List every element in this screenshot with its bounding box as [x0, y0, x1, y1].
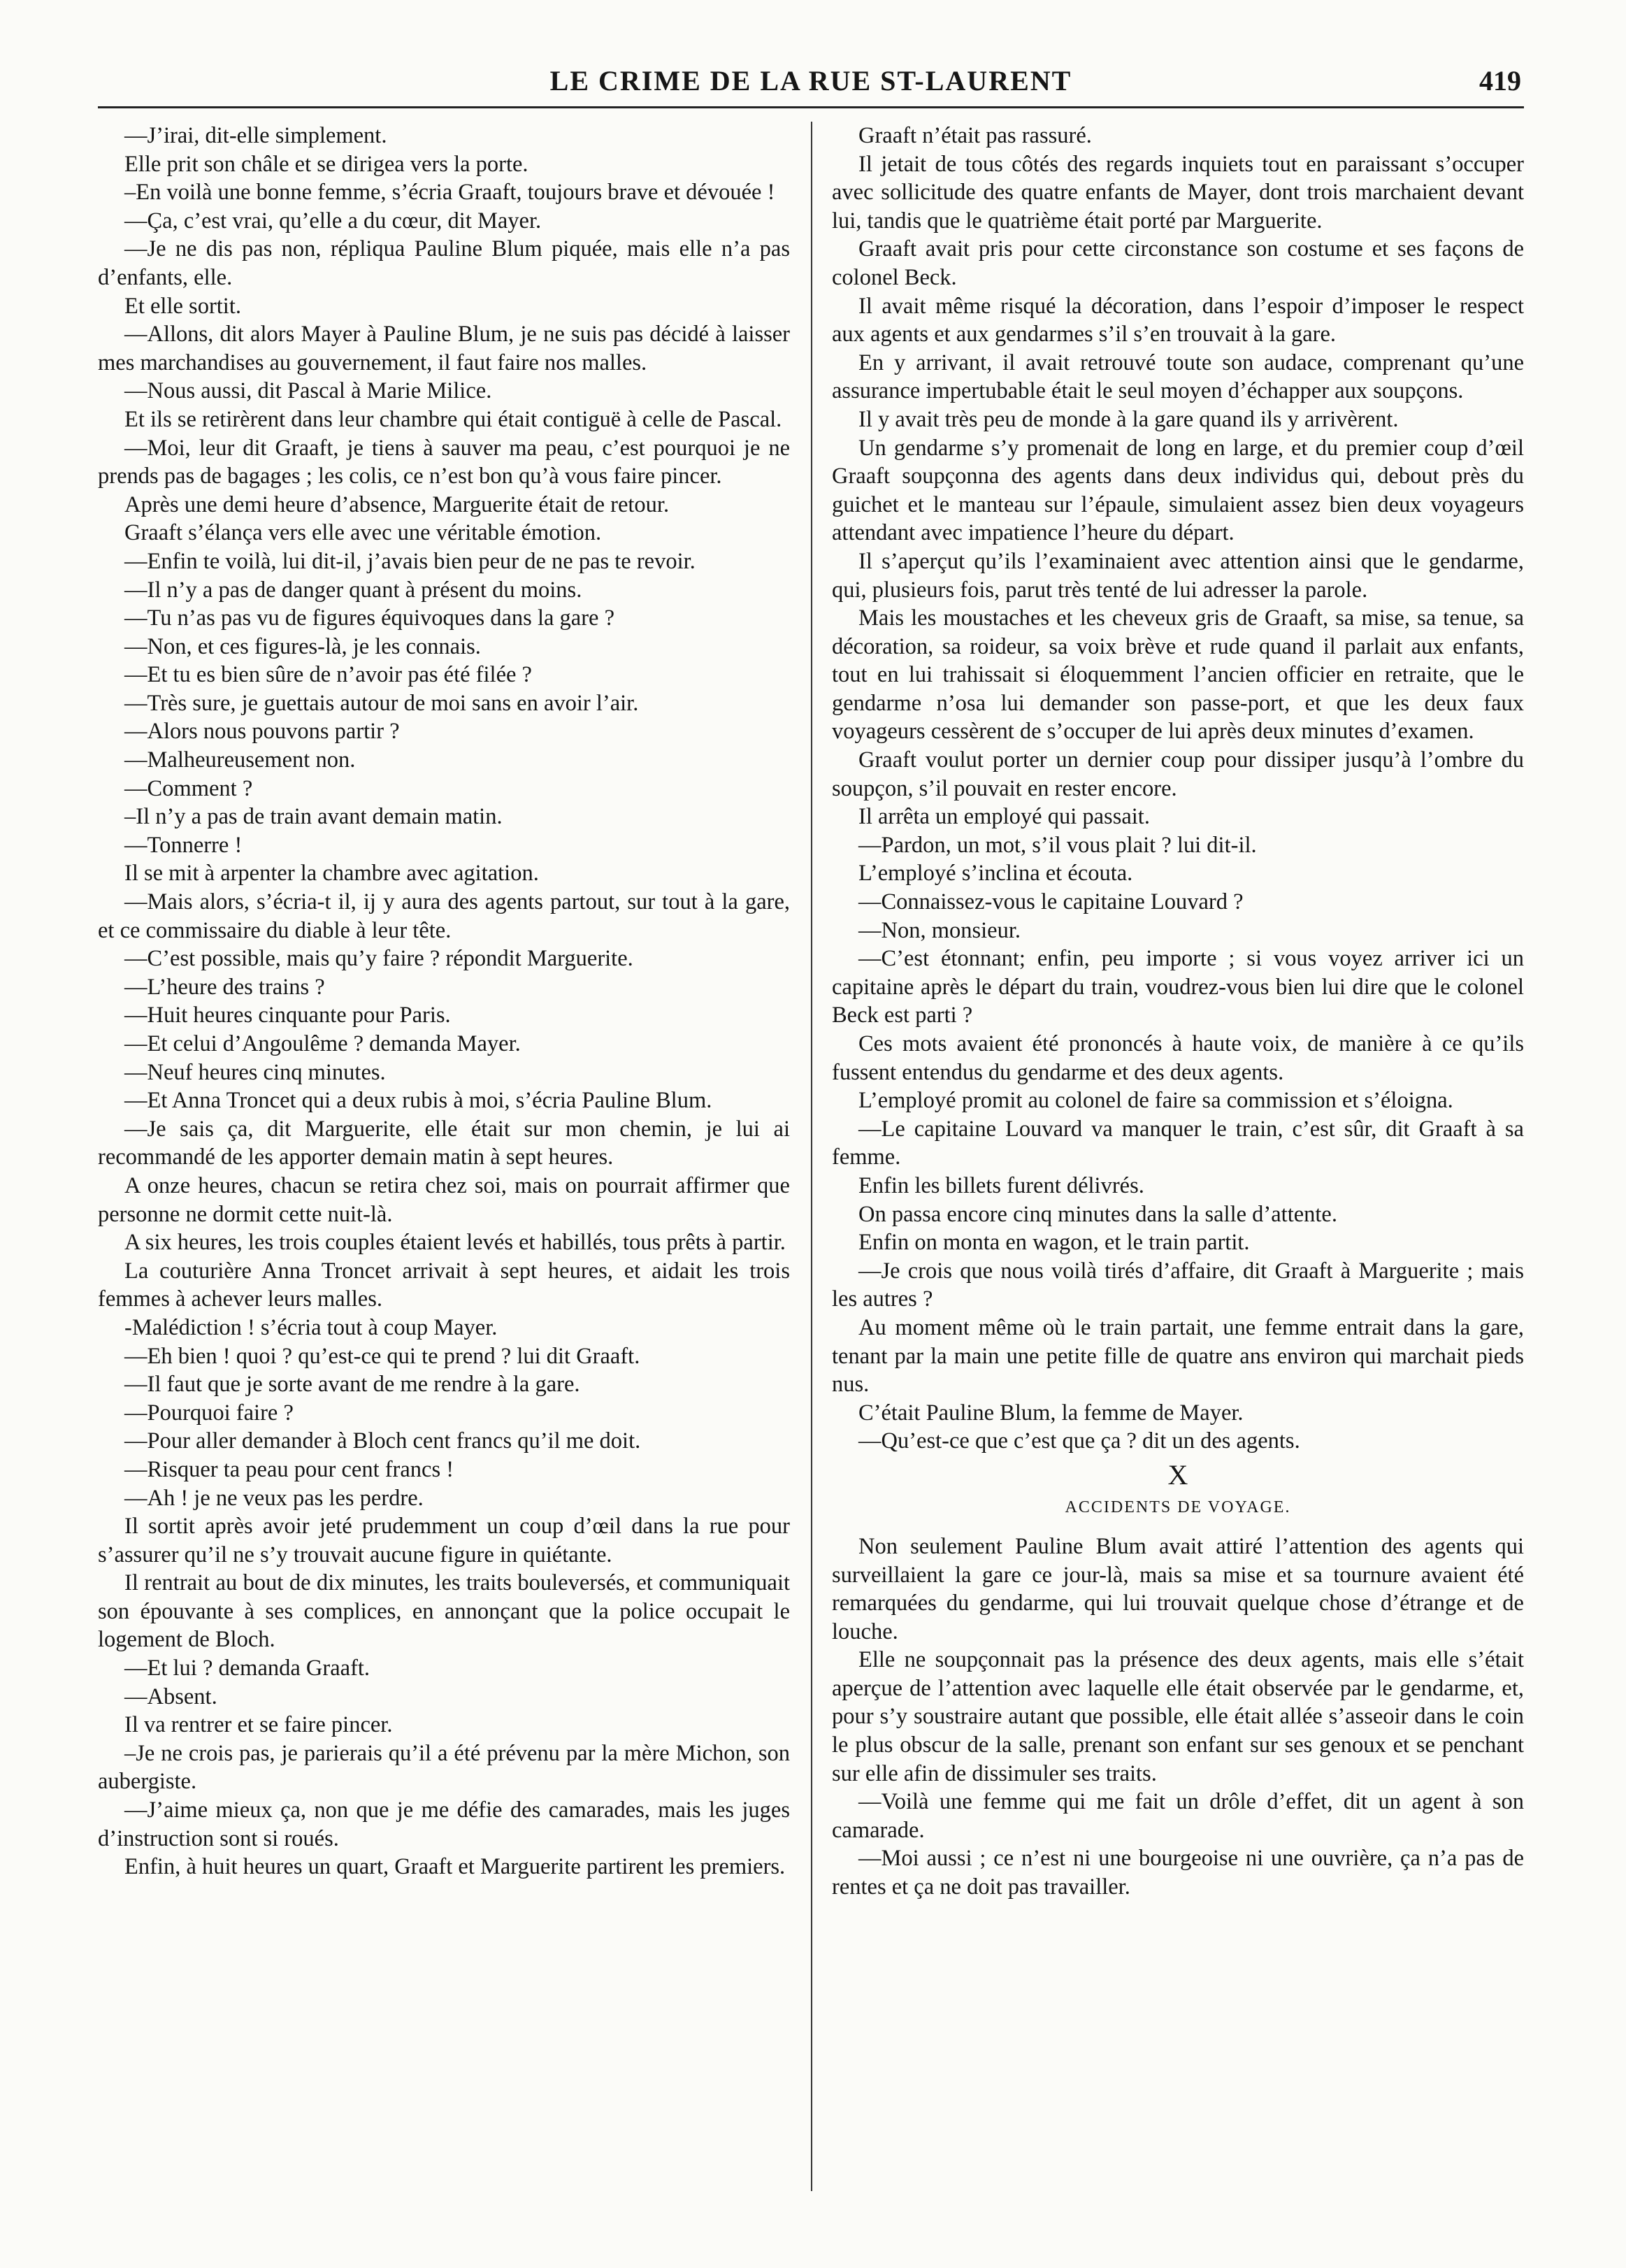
newspaper-page [98, 62, 1524, 2229]
chapter-number: X [1167, 1458, 1188, 1491]
paragraph: –En voilà une bonne femme, s’écria Graaft, toujours brave et dévouée ! [124, 180, 775, 206]
paragraph: L’employé s’inclina et écouta. [858, 861, 1133, 887]
paragraph: —Comment ? [124, 775, 253, 801]
paragraph: Après une demi heure d’absence, Marguerite était de retour. [124, 491, 670, 517]
paragraph: —Alors nous pouvons partir ? [124, 719, 400, 745]
paragraph: En y arrivant, il avait retrouvé toute son audace, comprenant qu’une assurance impertubable était le seul moyen d’échapper aux soupçons. [832, 350, 1524, 404]
paragraph: Il avait même risqué la décoration, dans l’espoir d’imposer le respect aux agents et aux gendarmes s’il s’en trouvait à la gare. [832, 293, 1524, 347]
paragraph: —Neuf heures cinq minutes. [124, 1059, 386, 1085]
paragraph: -Malédiction ! s’écria tout à coup Mayer. [124, 1314, 498, 1340]
paragraph: Et elle sortit. [124, 293, 241, 319]
paragraph: —Connaissez-vous le capitaine Louvard ? [858, 889, 1244, 915]
paragraph: C’était Pauline Blum, la femme de Mayer. [858, 1400, 1244, 1426]
running-title: LE CRIME DE LA RUE ST-LAURENT [549, 65, 1072, 96]
paragraph: —J’irai, dit-elle simplement. [124, 123, 387, 148]
paragraph: —Absent. [124, 1684, 217, 1709]
paragraph: Graaft s’élança vers elle avec une véritable émotion. [124, 520, 602, 546]
paragraph: —Huit heures cinquante pour Paris. [124, 1003, 451, 1028]
paragraph: —Il faut que je sorte avant de me rendre à la gare. [124, 1372, 580, 1398]
paragraph: Mais les moustaches et les cheveux gris de Graaft, sa mise, sa tenue, sa décoration, sa roideur, sa voix brève et rude quand il parlait aux enfants, tout en lui trahissait si éloquemment l’ancien officier en retraite, que le gendarme n’osa lui demander son passe-port, et que les deux faux voyageurs cessèrent de s’occuper de lui après deux minutes d’examen. [832, 605, 1524, 745]
paragraph: Enfin, à huit heures un quart, Graaft et Marguerite partirent les premiers. [124, 1854, 786, 1880]
right-column-text-before [832, 122, 1524, 1456]
paragraph: Un gendarme s’y promenait de long en large, et du premier coup d’œil Graaft soupçonna des agents dans deux individus qui, debout près du guichet et le manteau sur l’épaule, simulaient assez bien deux voyageurs attendant avec impatience l’heure du départ. [832, 435, 1524, 546]
paragraph: —Non, monsieur. [858, 917, 1021, 943]
paragraph: —Et tu es bien sûre de n’avoir pas été filée ? [124, 662, 532, 688]
paragraph: Il rentrait au bout de dix minutes, les traits bouleversés, et communiquait son épouvante à ses complices, en annonçant que la police occupait le logement de Bloch. [98, 1570, 790, 1653]
paragraph: Il arrêta un employé qui passait. [858, 804, 1150, 830]
paragraph: —Malheureusement non. [124, 747, 356, 773]
paragraph: Graaft avait pris pour cette circonstance son costume et ses façons de colonel Beck. [832, 236, 1524, 290]
paragraph: —J’aime mieux ça, non que je me défie des camarades, mais les juges d’instruction sont si roués. [98, 1797, 790, 1851]
paragraph: Enfin les billets furent délivrés. [858, 1172, 1144, 1198]
paragraph: –Je ne crois pas, je parierais qu’il a été prévenu par la mère Michon, son aubergiste. [98, 1740, 790, 1795]
column-rule [811, 122, 812, 2191]
paragraph: —Je sais ça, dit Marguerite, elle était sur mon chemin, je lui ai recommandé de les apporter demain matin à sept heures. [98, 1116, 790, 1170]
paragraph: Et ils se retirèrent dans leur chambre qui était contiguë à celle de Pascal. [124, 406, 782, 432]
paragraph: —Je ne dis pas non, répliqua Pauline Blum piquée, mais elle n’a pas d’enfants, elle. [98, 236, 790, 290]
paragraph: Il jetait de tous côtés des regards inquiets tout en paraissant s’occuper avec sollicitude des quatre enfants de Mayer, dont trois marchaient devant lui, tandis que le quatrième était porté par Marguerite. [832, 151, 1524, 234]
paragraph: —Il n’y a pas de danger quant à présent du moins. [124, 577, 582, 603]
paragraph: —Et Anna Troncet qui a deux rubis à moi, s’écria Pauline Blum. [124, 1088, 712, 1114]
paragraph: Graaft n’était pas rassuré. [858, 123, 1092, 148]
paragraph: —Enfin te voilà, lui dit-il, j’avais bien peur de ne pas te revoir. [124, 548, 696, 574]
paragraph: —Pardon, un mot, s’il vous plait ? lui dit-il. [858, 832, 1257, 858]
right-column [832, 122, 1524, 1902]
paragraph: —Ça, c’est vrai, qu’elle a du cœur, dit Mayer. [124, 208, 542, 234]
paragraph: —Mais alors, s’écria-t il, ij y aura des agents partout, sur tout à la gare, et ce commissaire du diable à leur tête. [98, 889, 790, 943]
running-header [98, 62, 1524, 108]
page-number: 419 [1479, 65, 1521, 96]
paragraph: —Qu’est-ce que c’est que ça ? dit un des agents. [858, 1428, 1300, 1454]
paragraph: A onze heures, chacun se retira chez soi, mais on pourrait affirmer que personne ne dormit cette nuit-là. [98, 1172, 790, 1227]
paragraph: Ces mots avaient été prononcés à haute voix, de manière à ce qu’ils fussent entendus du gendarme et des deux agents. [832, 1031, 1524, 1085]
paragraph: La couturière Anna Troncet arrivait à sept heures, et aidait les trois femmes à achever leurs malles. [98, 1258, 790, 1312]
paragraph: —C’est étonnant; enfin, peu importe ; si vous voyez arriver ici un capitaine après le départ du train, voudrez-vous bien lui dire que le colonel Beck est parti ? [832, 946, 1524, 1028]
right-column-text-after [832, 1533, 1524, 1902]
paragraph: —Très sure, je guettais autour de moi sans en avoir l’air. [124, 690, 639, 716]
paragraph: —Je crois que nous voilà tirés d’affaire, dit Graaft à Marguerite ; mais les autres ? [832, 1258, 1524, 1312]
chapter-title: ACCIDENTS DE VOYAGE. [1065, 1498, 1291, 1516]
paragraph: Elle ne soupçonnait pas la présence des deux agents, mais elle s’était aperçue de l’attention avec laquelle elle était observée par le gendarme, et, pour s’y soustraire autant que possible, elle était allée s’asseoir dans le coin le plus obscur de la salle, prenant son enfant sur ses genoux et se penchant sur elle afin de dissimuler ses traits. [832, 1647, 1524, 1786]
paragraph: Il va rentrer et se faire pincer. [124, 1712, 393, 1738]
paragraph: —Moi aussi ; ce n’est ni une bourgeoise ni une ouvrière, ça n’a pas de rentes et ça ne doit pas travailler. [832, 1846, 1524, 1900]
paragraph: —Voilà une femme qui me fait un drôle d’effet, dit un agent à son camarade. [832, 1789, 1524, 1843]
paragraph: —L’heure des trains ? [124, 974, 325, 1000]
paragraph: —Et celui d’Angoulême ? demanda Mayer. [124, 1031, 521, 1056]
paragraph: —Et lui ? demanda Graaft. [124, 1656, 370, 1681]
paragraph: —Le capitaine Louvard va manquer le train, c’est sûr, dit Graaft à sa femme. [832, 1116, 1524, 1170]
paragraph: Il se mit à arpenter la chambre avec agitation. [124, 861, 539, 887]
paragraph: —Tonnerre ! [124, 832, 243, 858]
paragraph: –Il n’y a pas de train avant demain matin. [124, 804, 503, 830]
paragraph: Il sortit après avoir jeté prudemment un coup d’œil dans la rue pour s’assurer qu’il ne s’y trouvait aucune figure in quiétante. [98, 1514, 790, 1567]
paragraph: Au moment même où le train partait, une femme entrait dans la gare, tenant par la main une petite fille de quatre ans environ qui marchait pieds nus. [832, 1314, 1524, 1398]
paragraph: —Allons, dit alors Mayer à Pauline Blum, je ne suis pas décidé à laisser mes marchandises au gouvernement, il faut faire nos malles. [98, 322, 790, 375]
paragraph: Il y avait très peu de monde à la gare quand ils y arrivèrent. [858, 406, 1399, 432]
paragraph: Elle prit son châle et se dirigea vers la porte. [124, 151, 528, 177]
paragraph: —Tu n’as pas vu de figures équivoques dans la gare ? [124, 605, 615, 631]
paragraph: Il s’aperçut qu’ils l’examinaient avec attention ainsi que le gendarme, qui, plusieurs fois, parut très tenté de lui adresser la parole. [832, 548, 1524, 603]
paragraph: —Ah ! je ne veux pas les perdre. [124, 1485, 424, 1511]
paragraph: —Moi, leur dit Graaft, je tiens à sauver ma peau, c’est pourquoi je ne prends pas de bagages ; les colis, ce n’est bon qu’à vous faire pincer. [98, 435, 790, 489]
paragraph: —Nous aussi, dit Pascal à Marie Milice. [124, 378, 492, 404]
paragraph: Graaft voulut porter un dernier coup pour dissiper jusqu’à l’ombre du soupçon, s’il pouvait en rester encore. [832, 747, 1524, 801]
paragraph: A six heures, les trois couples étaient levés et habillés, tous prêts à partir. [124, 1230, 786, 1256]
text-columns [98, 122, 1524, 2229]
paragraph: —C’est possible, mais qu’y faire ? répondit Marguerite. [124, 946, 633, 972]
left-column [98, 122, 790, 1881]
paragraph: —Non, et ces figures-là, je les connais. [124, 633, 481, 659]
paragraph: —Eh bien ! quoi ? qu’est-ce qui te prend ? lui dit Graaft. [124, 1343, 640, 1369]
paragraph: L’employé promit au colonel de faire sa commission et s’éloigna. [858, 1088, 1453, 1114]
paragraph: Non seulement Pauline Blum avait attiré l’attention des agents qui surveillaient la gare ce jour-là, mais sa mise et sa tournure avaient été remarquées du gendarme, qui lui trouvait quelque chose d’étrange et de louche. [832, 1533, 1524, 1644]
paragraph: Enfin on monta en wagon, et le train partit. [858, 1230, 1250, 1256]
paragraph: On passa encore cinq minutes dans la salle d’attente. [858, 1201, 1337, 1227]
paragraph: —Risquer ta peau pour cent francs ! [124, 1456, 454, 1482]
paragraph: —Pour aller demander à Bloch cent francs qu’il me doit. [124, 1428, 641, 1454]
paragraph: —Pourquoi faire ? [124, 1400, 294, 1426]
